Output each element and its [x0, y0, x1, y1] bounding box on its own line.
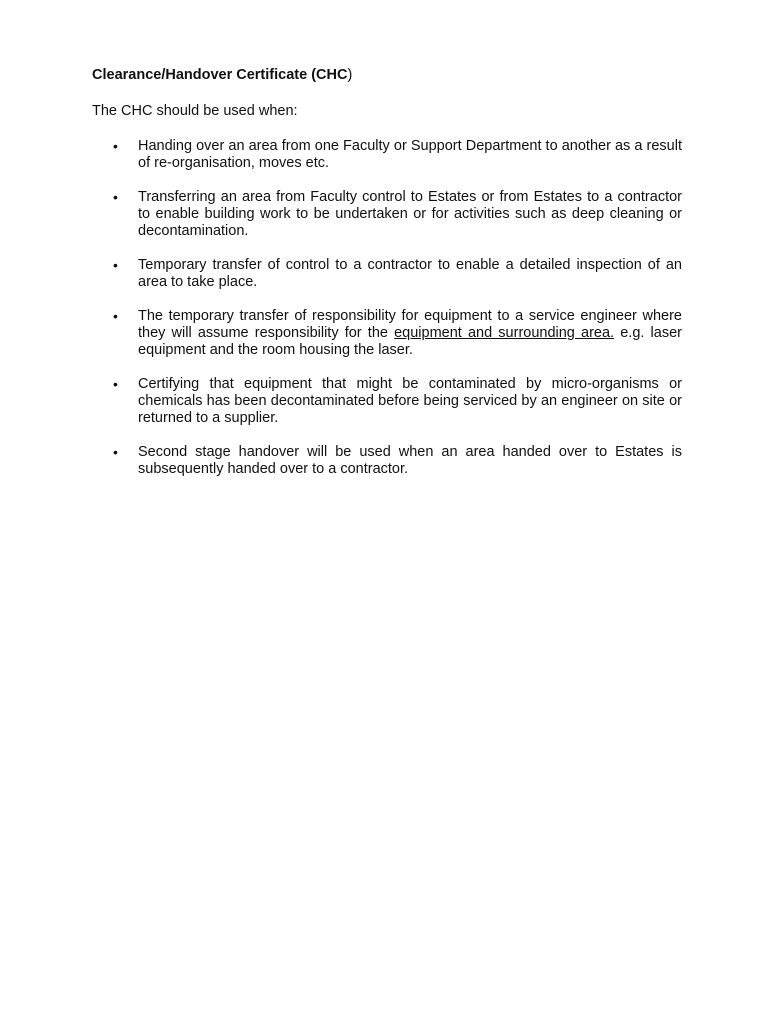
- document-title-main: Clearance/Handover Certificate (CHC: [92, 67, 348, 83]
- document-title: [92, 66, 682, 84]
- bullet-text-before: The temporary transfer of responsibility for equipment to a service engineer where they will assume responsibility for the: [138, 308, 682, 341]
- bullet-icon: •: [113, 376, 118, 392]
- bullet-icon: •: [113, 189, 118, 205]
- intro-text: The CHC should be used when:: [92, 103, 298, 119]
- bullet-text-underlined: equipment and surrounding area.: [394, 325, 615, 341]
- bullet-text-after: e.g. laser equipment and the room housing the laser.: [138, 325, 682, 358]
- bullet-item-1: [92, 138, 682, 172]
- bullet-item-5: [92, 376, 682, 427]
- bullet-icon: •: [113, 138, 118, 154]
- document-content: [92, 66, 682, 495]
- bullet-text: Temporary transfer of control to a contractor to enable a detailed inspection of an area to take place.: [138, 257, 682, 290]
- bullet-icon: •: [113, 444, 118, 460]
- bullet-item-6: [92, 444, 682, 478]
- bullet-text: Certifying that equipment that might be contaminated by micro-organisms or chemicals has been decontaminated before being serviced by an engineer on site or returned to a supplier.: [138, 376, 682, 426]
- document-title-paren: ): [347, 67, 353, 83]
- bullet-icon: •: [113, 308, 118, 324]
- bullet-icon: •: [113, 257, 118, 273]
- usage-bullet-list: [92, 138, 682, 478]
- bullet-item-3: [92, 257, 682, 291]
- bullet-item-4: [92, 308, 682, 359]
- bullet-item-2: [92, 189, 682, 240]
- bullet-text: Handing over an area from one Faculty or Support Department to another as a result of re-organisation, moves etc.: [138, 138, 682, 171]
- bullet-text: Second stage handover will be used when an area handed over to Estates is subsequently handed over to a contractor.: [138, 444, 682, 477]
- bullet-text: Transferring an area from Faculty control to Estates or from Estates to a contractor to enable building work to be undertaken or for activities such as deep cleaning or decontamination.: [138, 189, 682, 239]
